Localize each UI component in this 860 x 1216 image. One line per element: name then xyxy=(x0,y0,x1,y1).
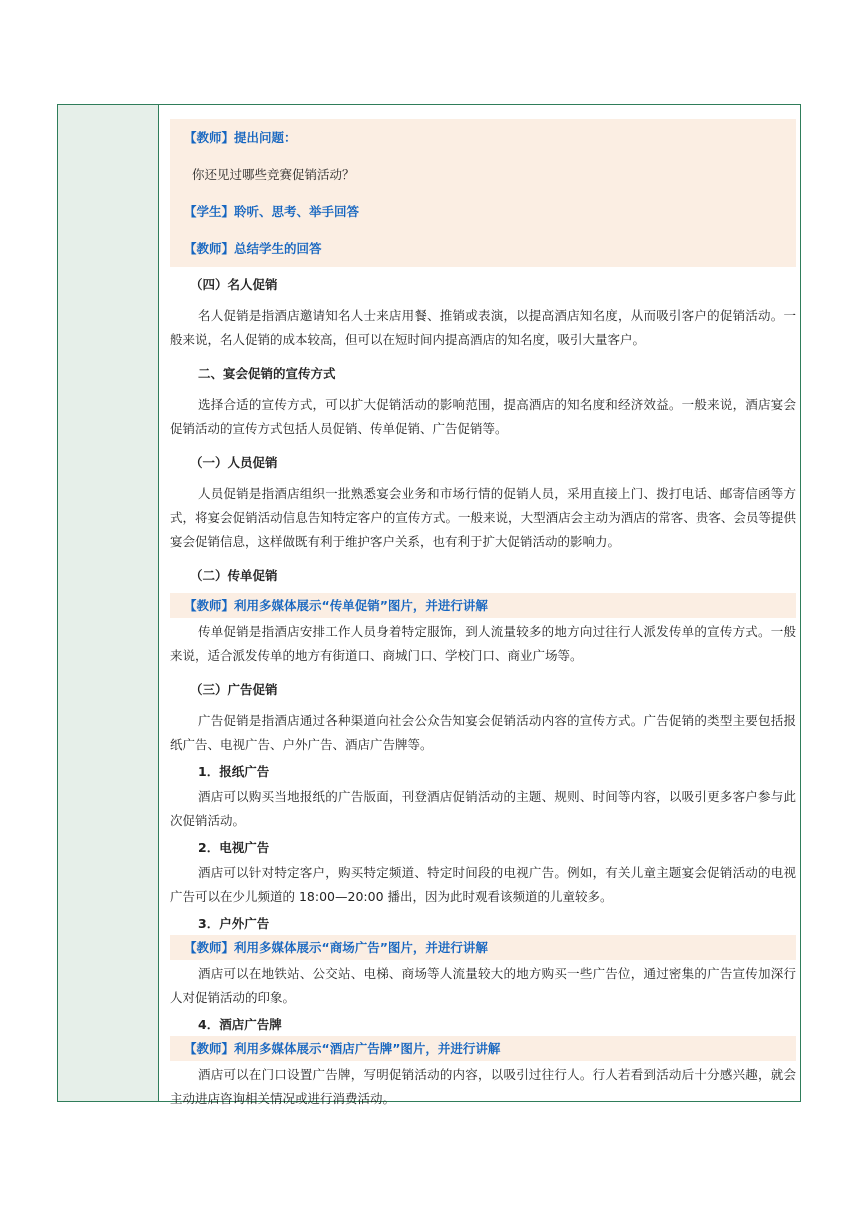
teacher-question-box xyxy=(170,119,796,267)
content-body xyxy=(170,119,796,1115)
lesson-table xyxy=(57,104,801,1106)
tv-paragraph: 酒店可以针对特定客户，购买特定频道、特定时间段的电视广告。例如，有关儿童主题宴会促销活动的电视广告可以在少儿频道的 18:00—20:00 播出，因为此时观看该频道的儿童较多。 xyxy=(170,865,796,904)
ad-paragraph: 广告促销是指酒店通过各种渠道向社会公众告知宴会促销活动内容的宣传方式。广告促销的类型主要包括报纸广告、电视广告、户外广告、酒店广告牌等。 xyxy=(170,713,796,752)
teacher-question-label: 【教师】提出问题： xyxy=(184,130,297,145)
left-label-column xyxy=(58,105,159,1101)
newspaper-paragraph: 酒店可以购买当地报纸的广告版面，刊登酒店促销活动的主题、规则、时间等内容，以吸引更多客户参与此次促销活动。 xyxy=(170,789,796,828)
celebrity-paragraph: 名人促销是指酒店邀请知名人士来店用餐、推销或表演，以提高酒店知名度，从而吸引客户的促销活动。一般来说，名人促销的成本较高，但可以在短时间内提高酒店的知名度，吸引大量客户。 xyxy=(170,308,796,347)
celebrity-heading: （四）名人促销 xyxy=(190,277,278,292)
teacher-summary-label: 【教师】总结学生的回答 xyxy=(184,241,322,256)
outdoor-heading: 3．户外广告 xyxy=(198,916,270,931)
flyer-paragraph: 传单促销是指酒店安排工作人员身着特定服饰，到人流量较多的地方向过往行人派发传单的宣传方式。一般来说，适合派发传单的地方有街道口、商城门口、学校门口、商业广场等。 xyxy=(170,624,796,663)
outdoor-teacher-note: 【教师】利用多媒体展示“商场广告”图片，并进行讲解 xyxy=(170,935,796,960)
promo-heading: 二、宴会促销的宣传方式 xyxy=(198,366,336,381)
outdoor-paragraph: 酒店可以在地铁站、公交站、电梯、商场等人流量较大的地方购买一些广告位，通过密集的广告宣传加深行人对促销活动的印象。 xyxy=(170,966,796,1005)
question-text: 你还见过哪些竞赛促销活动？ xyxy=(192,167,355,182)
content-column xyxy=(159,105,800,1106)
personnel-paragraph: 人员促销是指酒店组织一批熟悉宴会业务和市场行情的促销人员，采用直接上门、拨打电话、邮寄信函等方式，将宴会促销活动信息告知特定客户的宣传方式。一般来说，大型酒店会主动为酒店的常客、贵客、会员等提供宴会促销信息，这样做既有利于维护客户关系，也有利于扩大促销活动的影响力。 xyxy=(170,486,796,549)
promo-paragraph: 选择合适的宣传方式，可以扩大促销活动的影响范围，提高酒店的知名度和经济效益。一般来说，酒店宴会促销活动的宣传方式包括人员促销、传单促销、广告促销等。 xyxy=(170,397,796,436)
sign-teacher-note: 【教师】利用多媒体展示“酒店广告牌”图片，并进行讲解 xyxy=(170,1036,796,1061)
sign-paragraph: 酒店可以在门口设置广告牌，写明促销活动的内容，以吸引过往行人。行人若看到活动后十分感兴趣，就会主动进店咨询相关情况或进行消费活动。 xyxy=(170,1067,796,1106)
ad-heading: （三）广告促销 xyxy=(190,682,278,697)
tv-heading: 2．电视广告 xyxy=(198,840,270,855)
student-response-label: 【学生】聆听、思考、举手回答 xyxy=(184,204,360,219)
sign-heading: 4．酒店广告牌 xyxy=(198,1017,282,1032)
personnel-heading: （一）人员促销 xyxy=(190,455,278,470)
flyer-heading: （二）传单促销 xyxy=(190,568,278,583)
flyer-teacher-note: 【教师】利用多媒体展示“传单促销”图片，并进行讲解 xyxy=(170,593,796,618)
newspaper-heading: 1．报纸广告 xyxy=(198,764,270,779)
